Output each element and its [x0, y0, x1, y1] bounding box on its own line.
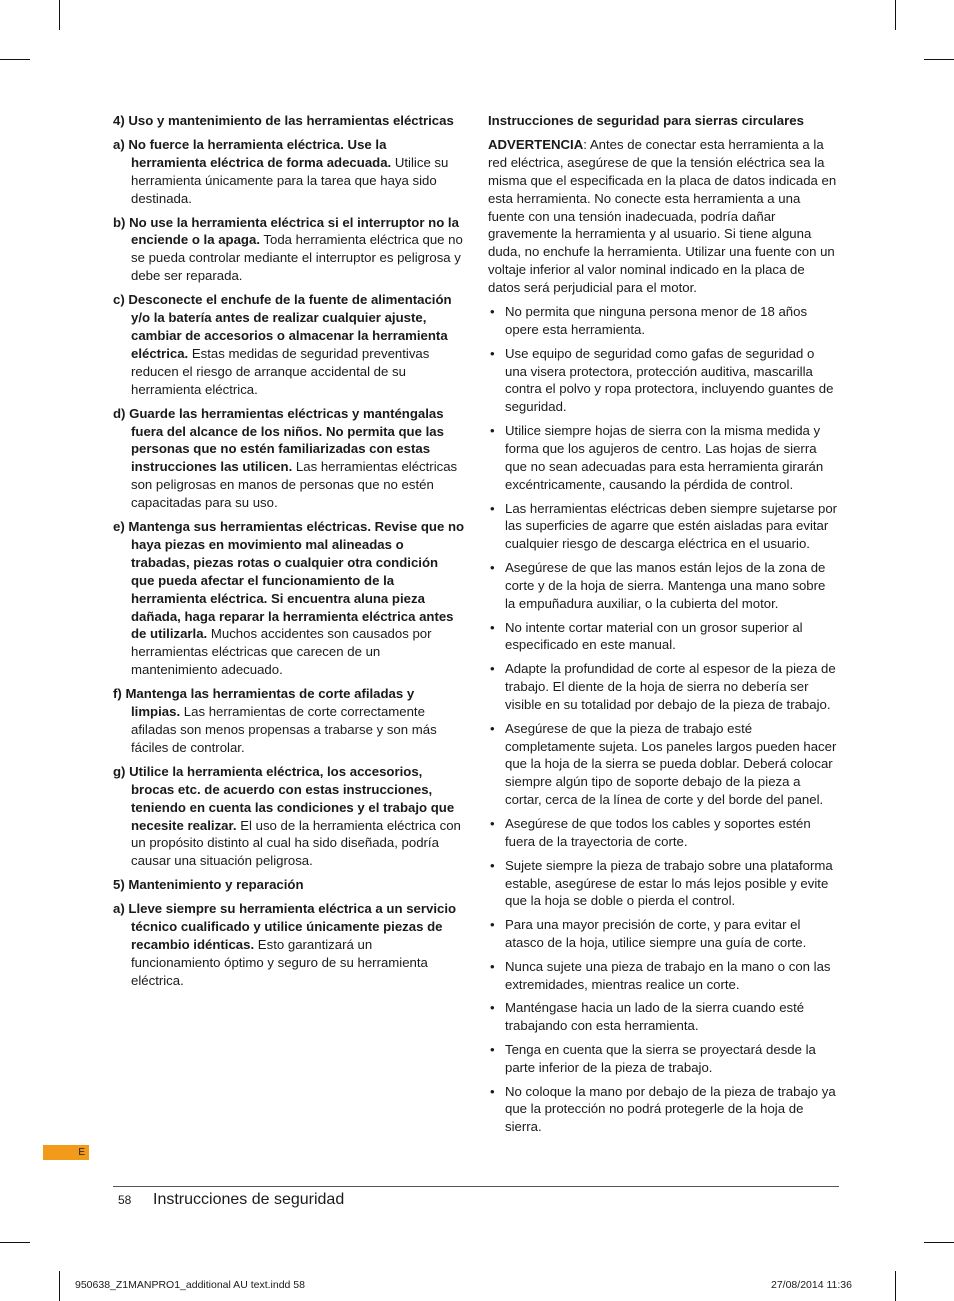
language-tab: E [43, 1145, 89, 1160]
circular-saw-heading: Instrucciones de seguridad para sierras circulares [488, 113, 804, 128]
rule-g-text: El uso de la herramienta eléctrica con un propósito distinto al cual ha sido diseñada, podría causar una situación peligrosa. [131, 817, 461, 869]
rule-b [113, 214, 465, 286]
left-column [113, 112, 465, 996]
list-item: • Tenga en cuenta que la sierra se proyectará desde la parte inferior de la pieza de trabajo. [488, 1041, 839, 1077]
footer-title: Instrucciones de seguridad [153, 1191, 345, 1208]
rule-b-text: Toda herramienta eléctrica que no se pueda controlar mediante el interruptor es peligrosa y debe ser reparada. [131, 232, 463, 284]
warning-text: : Antes de conectar esta herramienta a la red eléctrica, asegúrese de que la tensión eléctrica sea la misma que el especificada en la placa de datos indicada en esta herramienta. No conecte esta herramienta a una fuente con una tensión inadecuada, podría dañar gravemente la herramienta y al usuario. Si tiene alguna duda, no enchufe la herramienta. Utilizar una fuente con un voltaje inferior al valor nominal indicado en la placa de datos será perjudicial para el motor. [488, 136, 837, 296]
rule-a [113, 136, 465, 208]
list-item: • Manténgase hacia un lado de la sierra cuando esté trabajando con esta herramienta. [488, 999, 839, 1035]
warning-label: ADVERTENCIA [488, 136, 584, 152]
crop-mark [895, 1271, 896, 1301]
rule-e-text: Muchos accidentes son causados por herramientas eléctricas que carecen de un mantenimiento adecuado. [131, 626, 432, 678]
crop-mark [0, 1242, 30, 1243]
print-slug-date: 27/08/2014 11:36 [771, 1279, 852, 1291]
rule-c [113, 291, 465, 398]
list-item: • Asegúrese de que las manos están lejos de la zona de corte y de la hoja de sierra. Mantenga una mano sobre la empuñadura auxiliar, o la cubierta del motor. [488, 559, 839, 613]
warning-paragraph [488, 136, 839, 297]
crop-mark [924, 1242, 954, 1243]
list-item: • Sujete siempre la pieza de trabajo sobre una plataforma estable, asegúrese de estar lo más lejos posible y evite que la hoja se doble o pierda el control. [488, 857, 839, 911]
rule-f-text: Las herramientas de corte correctamente afiladas son menos propensas a trabarse y son más fáciles de controlar. [131, 704, 437, 755]
crop-mark [59, 1271, 60, 1301]
list-item: • Para una mayor precisión de corte, y para evitar el atasco de la hoja, utilice siempre una guía de corte. [488, 916, 839, 952]
print-slug-file: 950638_Z1MANPRO1_additional AU text.indd 58 [75, 1279, 305, 1291]
list-item: • Nunca sujete una pieza de trabajo en la mano o con las extremidades, mientras realice un corte. [488, 958, 839, 994]
safety-bullet-list [488, 303, 839, 1136]
list-item: • No permita que ninguna persona menor de 18 años opere esta herramienta. [488, 303, 839, 339]
crop-mark [59, 0, 60, 30]
rule-g [113, 763, 465, 870]
rule-g-bold: g) Utilice la herramienta eléctrica, los accesorios, brocas etc. de acuerdo con estas instrucciones, teniendo en cuenta las condiciones y el trabajo que necesite realizar. [113, 763, 455, 833]
list-item: • Asegúrese de que la pieza de trabajo esté completamente sujeta. Los paneles largos pueden hacer que la hoja de la sierra se pueda doblar. Deberá colocar siempre algún tipo de soporte debajo de la pieza a cortar, cerca de la línea de corte y del borde del panel. [488, 720, 839, 810]
rule-c-text: Estas medidas de seguridad preventivas reducen el riesgo de arranque accidental de su herramienta eléctrica. [131, 345, 430, 397]
rule-b-bold: b) No use la herramienta eléctrica si el interruptor no la enciende o la apaga. [113, 214, 459, 248]
rule-5a [113, 900, 465, 990]
crop-mark [924, 59, 954, 60]
rule-c-bold: c) Desconecte el enchufe de la fuente de alimentación y/o la batería antes de realizar cualquier ajuste, cambiar de accesorios o almacenar la herramienta eléctrica. [113, 292, 452, 361]
footer-rule [113, 1186, 839, 1187]
page-number: 58 [118, 1193, 132, 1207]
section-heading-5: 5) Mantenimiento y reparación [113, 877, 304, 893]
rule-a-bold: a) No fuerce la herramienta eléctrica. Use la herramienta eléctrica de forma adecuada. [113, 136, 392, 170]
rule-d [113, 405, 465, 512]
crop-mark [0, 59, 30, 60]
crop-mark [895, 0, 896, 30]
list-item: • Asegúrese de que todos los cables y soportes estén fuera de la trayectoria de corte. [488, 815, 839, 851]
rule-a-text: Utilice su herramienta únicamente para la tarea que haya sido destinada. [131, 154, 449, 206]
list-item: • Las herramientas eléctricas deben siempre sujetarse por las superficies de agarre que estén aisladas para evitar cualquier riesgo de descarga eléctrica en el usuario. [488, 500, 839, 554]
rule-d-bold: d) Guarde las herramientas eléctricas y manténgalas fuera del alcance de los niños. No permita que las personas que no estén familiarizadas con estas instrucciones las utilicen. [113, 405, 444, 475]
list-item: • Use equipo de seguridad como gafas de seguridad o una visera protectora, protección auditiva, mascarilla contra el polvo y ropa protectora, incluyendo guantes de seguridad. [488, 345, 839, 417]
rule-e-bold: e) Mantenga sus herramientas eléctricas. Revise que no haya piezas en movimiento mal alineadas o trabadas, piezas rotas o cualquier otra condición que pueda afectar el funcionamiento de la herramienta eléctrica. Si encuentra aluna pieza dañada, haga reparar la herramienta eléctrica antes de utilizarla. [113, 519, 465, 642]
list-item: • Adapte la profundidad de corte al espesor de la pieza de trabajo. El diente de la hoja de sierra no debería ser visible en su totalidad por debajo de la pieza de trabajo. [488, 660, 839, 714]
rule-5a-bold: a) Lleve siempre su herramienta eléctrica a un servicio técnico cualificado y utilice únicamente piezas de recambio idénticas. [113, 901, 457, 952]
rule-f-bold: f) Mantenga las herramientas de corte afiladas y limpias. [113, 686, 415, 720]
list-item: • Utilice siempre hojas de sierra con la misma medida y forma que los agujeros de centro. Las hojas de sierra que no sean adecuadas para esta herramienta girarán excéntricamente, causando la pérdida de control. [488, 422, 839, 494]
rule-e [113, 518, 465, 679]
list-item: • No coloque la mano por debajo de la pieza de trabajo ya que la protección no podrá protegerle de la hoja de sierra. [488, 1083, 839, 1137]
section-heading-4: 4) Uso y mantenimiento de las herramientas eléctricas [113, 113, 454, 128]
rule-f [113, 685, 465, 757]
list-item: • No intente cortar material con un grosor superior al especificado en este manual. [488, 619, 839, 655]
rule-5a-text: Esto garantizará un funcionamiento óptimo y seguro de su herramienta eléctrica. [131, 936, 428, 988]
right-column [488, 112, 839, 1142]
rule-d-text: Las herramientas eléctricas son peligrosas en manos de personas que no estén capacitadas para su uso. [131, 459, 458, 511]
